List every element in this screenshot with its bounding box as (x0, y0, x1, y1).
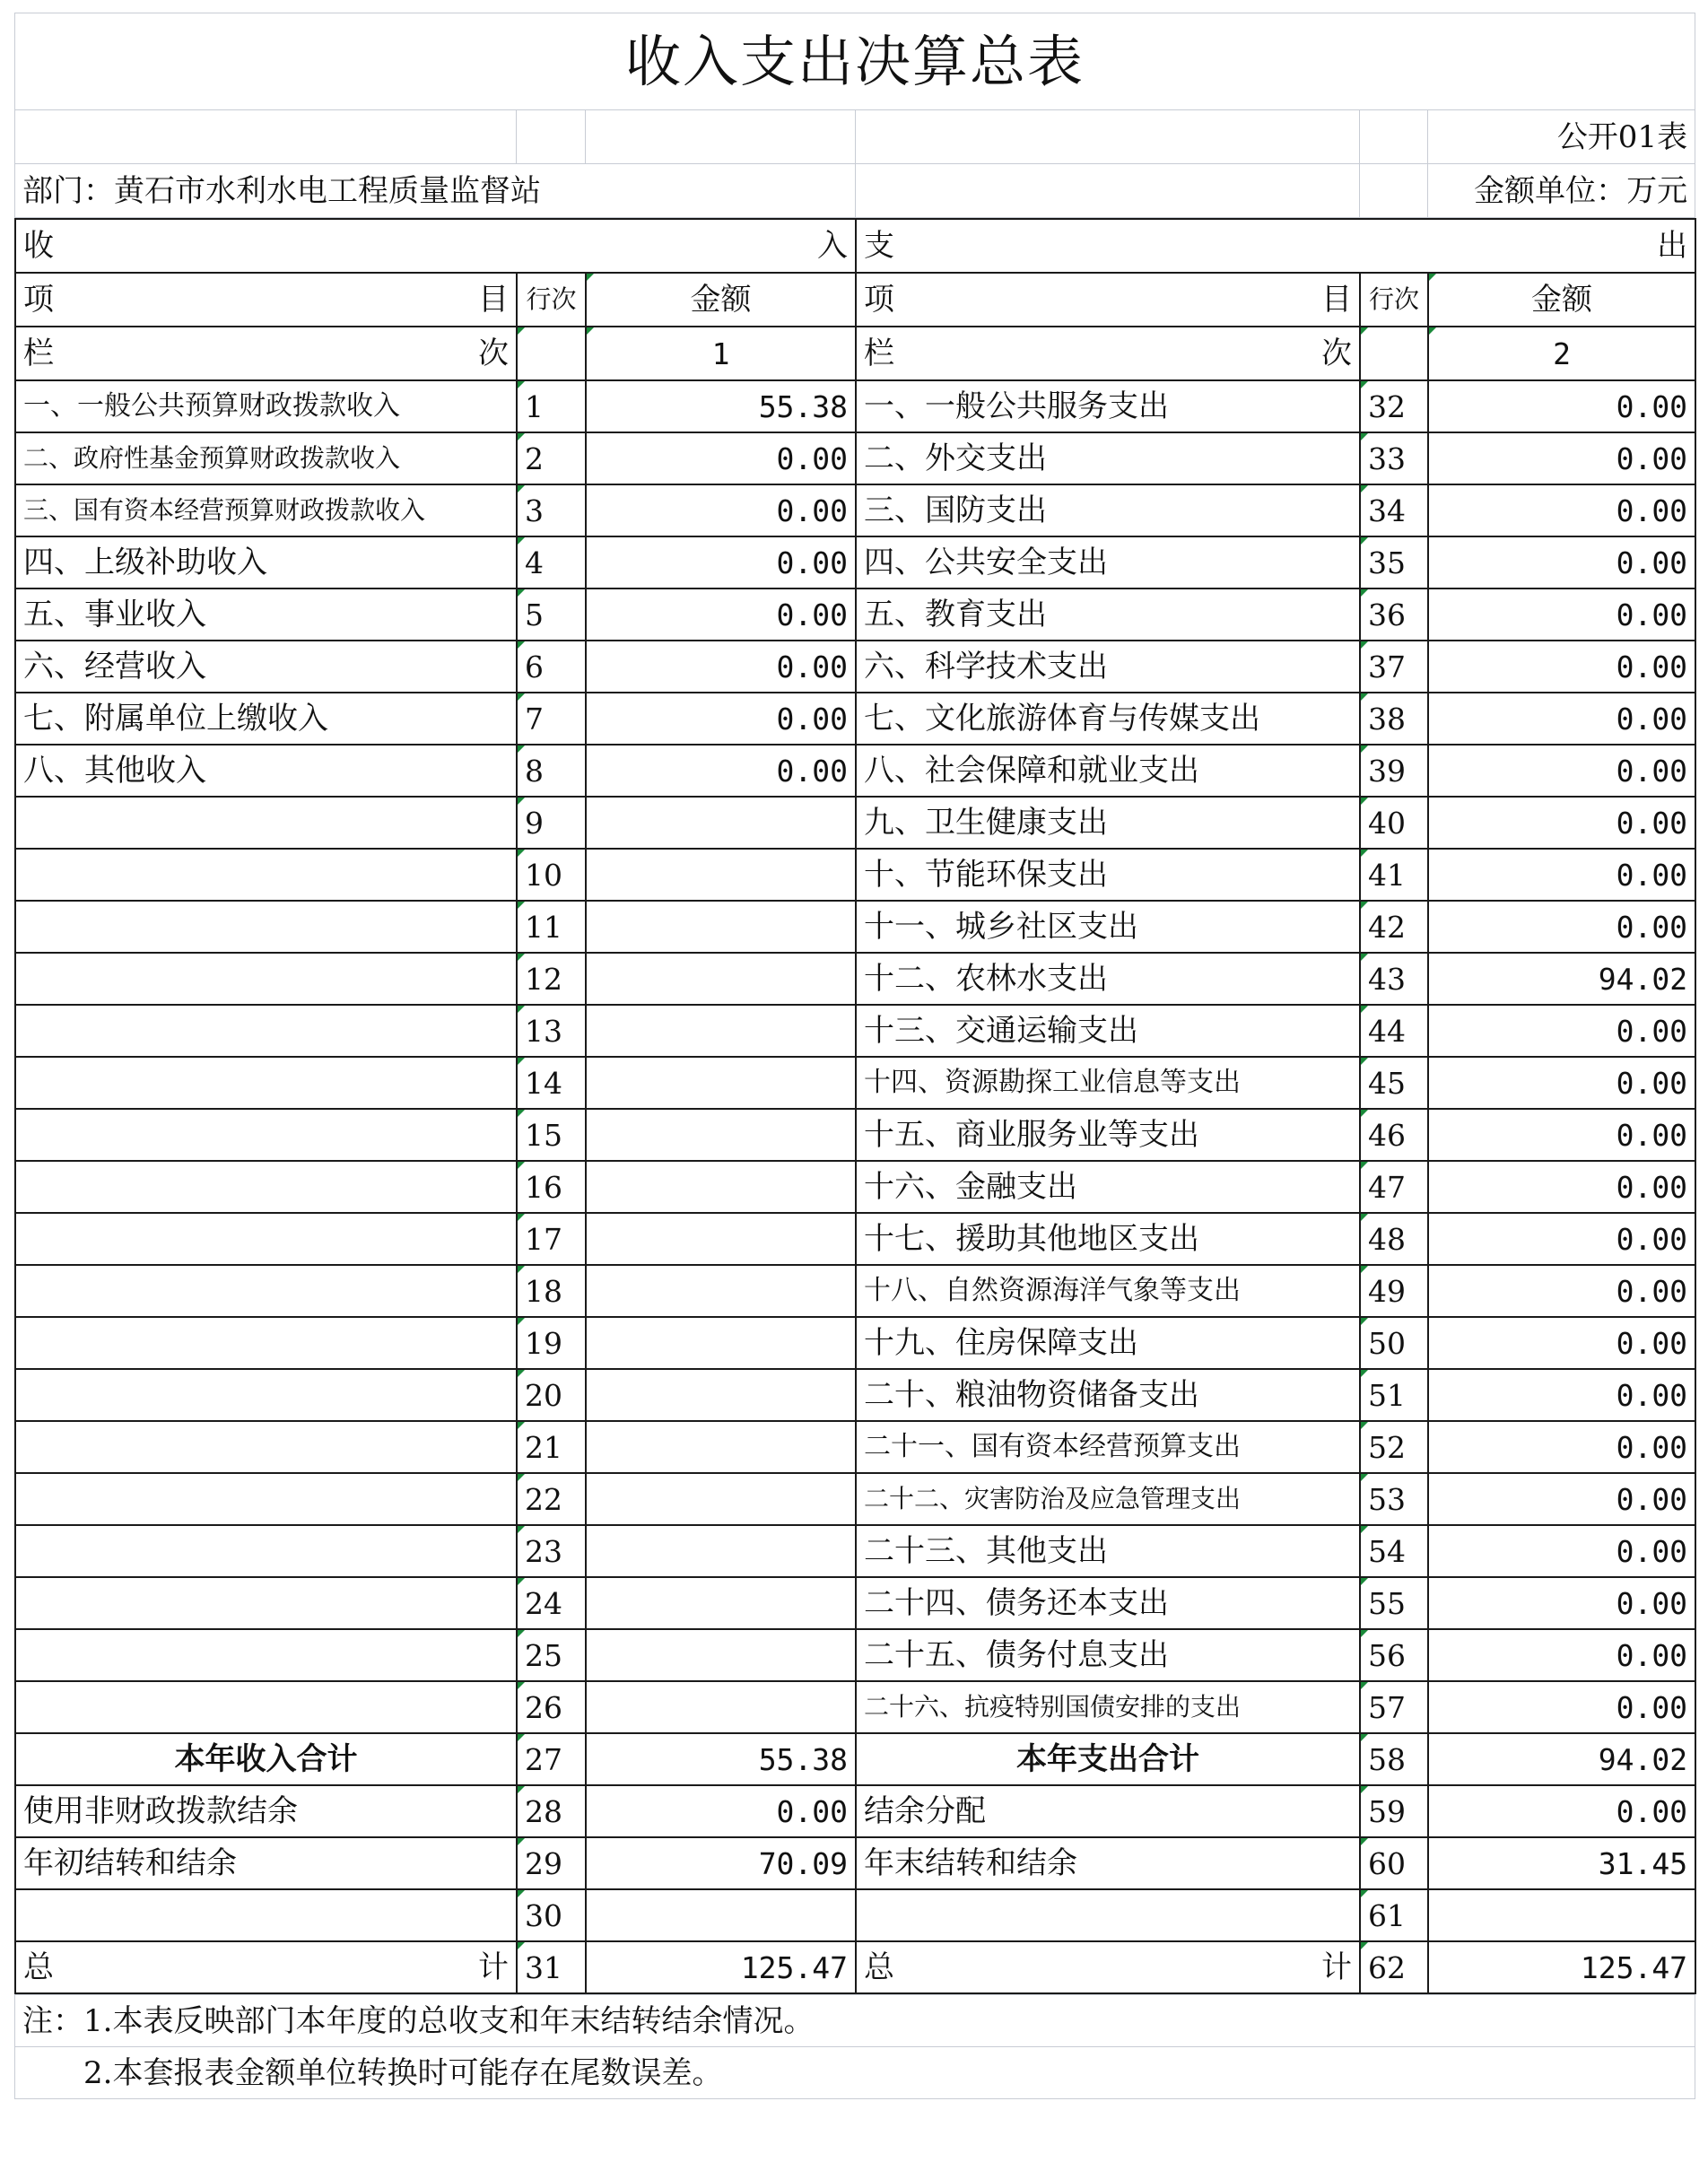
income-total-row-no: 31 (517, 1941, 586, 1993)
income-amount: 0.00 (586, 1785, 856, 1837)
income-item-label (15, 1265, 517, 1317)
expense-row-no: 42 (1360, 901, 1428, 953)
income-amount: 0.00 (586, 641, 856, 693)
expense-amount: 0.00 (1428, 589, 1695, 641)
expense-total-amount: 125.47 (1428, 1941, 1695, 1993)
report-sheet (14, 13, 1695, 2099)
expense-row-no: 34 (1360, 484, 1428, 536)
income-item-label (15, 1109, 517, 1161)
expense-item-label: 二十、粮油物资储备支出 (856, 1369, 1360, 1421)
expense-row-no: 52 (1360, 1421, 1428, 1473)
expense-row-no: 56 (1360, 1629, 1428, 1681)
expense-row-no: 32 (1360, 380, 1428, 432)
income-row-no: 10 (517, 849, 586, 901)
expense-item-label: 十一、城乡社区支出 (856, 901, 1360, 953)
expense-amount: 0.00 (1428, 1525, 1695, 1577)
income-amount (586, 1265, 856, 1317)
expense-row-no: 44 (1360, 1005, 1428, 1057)
table-row (15, 901, 1695, 953)
expense-row-no: 46 (1360, 1109, 1428, 1161)
income-row-no: 17 (517, 1213, 586, 1265)
expense-item-label: 十五、商业服务业等支出 (856, 1109, 1360, 1161)
table-row (15, 589, 1695, 641)
expense-row-no: 36 (1360, 589, 1428, 641)
income-amount (586, 1525, 856, 1577)
table-row (15, 693, 1695, 745)
income-item-label: 本年收入合计 (15, 1733, 517, 1785)
expense-amount: 94.02 (1428, 1733, 1695, 1785)
expense-row-no: 47 (1360, 1161, 1428, 1213)
income-amount (586, 1473, 856, 1525)
expense-row-no: 33 (1360, 432, 1428, 484)
table-row (15, 1265, 1695, 1317)
expense-item-label: 八、社会保障和就业支出 (856, 745, 1360, 797)
expense-row-no: 48 (1360, 1213, 1428, 1265)
expense-amount: 0.00 (1428, 1265, 1695, 1317)
income-row-no: 3 (517, 484, 586, 536)
expense-amount: 0.00 (1428, 901, 1695, 953)
table-row (15, 1785, 1695, 1837)
income-row-no: 24 (517, 1577, 586, 1629)
income-amount (586, 1889, 856, 1941)
expense-item-label: 二十二、灾害防治及应急管理支出 (856, 1473, 1360, 1525)
col-index-1: 1 (586, 327, 856, 380)
table-row (15, 432, 1695, 484)
income-row-no: 16 (517, 1161, 586, 1213)
table-row (15, 1473, 1695, 1525)
expense-item-label: 七、文化旅游体育与传媒支出 (856, 693, 1360, 745)
expense-amount: 0.00 (1428, 1213, 1695, 1265)
expense-row-no: 40 (1360, 797, 1428, 849)
income-item-label (15, 901, 517, 953)
income-row-no: 23 (517, 1525, 586, 1577)
department-label: 部门：黄石市水利水电工程质量监督站 (15, 164, 856, 218)
income-item-label (15, 1473, 517, 1525)
table-row (15, 380, 1695, 432)
income-item-label (15, 1889, 517, 1941)
expense-item-label: 二、外交支出 (856, 432, 1360, 484)
expense-row-no: 53 (1360, 1473, 1428, 1525)
notes-table (14, 1994, 1695, 2099)
income-row-no: 11 (517, 901, 586, 953)
table-row (15, 1681, 1695, 1733)
income-row-no: 14 (517, 1057, 586, 1109)
income-row-no: 13 (517, 1005, 586, 1057)
income-amount (586, 797, 856, 849)
expense-amount: 0.00 (1428, 1473, 1695, 1525)
expense-row-no: 43 (1360, 953, 1428, 1005)
income-item-label: 使用非财政拨款结余 (15, 1785, 517, 1837)
income-item-label (15, 1577, 517, 1629)
income-amount: 0.00 (586, 484, 856, 536)
income-section-header: 收 入 (15, 219, 856, 273)
expense-item-label: 十六、金融支出 (856, 1161, 1360, 1213)
expense-row-no: 37 (1360, 641, 1428, 693)
table-row (15, 1057, 1695, 1109)
report-title: 收入支出决算总表 (15, 13, 1695, 110)
income-row-no: 2 (517, 432, 586, 484)
table-row (15, 1577, 1695, 1629)
income-item-label (15, 1421, 517, 1473)
expense-row-no: 57 (1360, 1681, 1428, 1733)
expense-row-no: 39 (1360, 745, 1428, 797)
income-amount: 0.00 (586, 745, 856, 797)
expense-item-label: 十三、交通运输支出 (856, 1005, 1360, 1057)
income-item-label: 年初结转和结余 (15, 1837, 517, 1889)
item-header: 项 目 (15, 273, 517, 327)
expense-item-label: 结余分配 (856, 1785, 1360, 1837)
income-amount (586, 1057, 856, 1109)
expense-row-no: 45 (1360, 1057, 1428, 1109)
income-expense-table (14, 218, 1696, 1994)
expense-item-label: 十二、农林水支出 (856, 953, 1360, 1005)
header-row-columns (15, 273, 1695, 327)
expense-amount: 31.45 (1428, 1837, 1695, 1889)
income-row-no: 8 (517, 745, 586, 797)
expense-row-no: 60 (1360, 1837, 1428, 1889)
table-row (15, 536, 1695, 589)
expense-amount: 0.00 (1428, 1109, 1695, 1161)
income-row-no: 19 (517, 1317, 586, 1369)
expense-item-label: 十八、自然资源海洋气象等支出 (856, 1265, 1360, 1317)
income-item-label: 五、事业收入 (15, 589, 517, 641)
income-row-no: 22 (517, 1473, 586, 1525)
expense-amount: 0.00 (1428, 1057, 1695, 1109)
expense-total-row-no: 62 (1360, 1941, 1428, 1993)
income-item-label (15, 1161, 517, 1213)
income-item-label: 六、经营收入 (15, 641, 517, 693)
income-row-no: 4 (517, 536, 586, 589)
income-item-label: 四、上级补助收入 (15, 536, 517, 589)
income-item-label (15, 1005, 517, 1057)
expense-amount: 0.00 (1428, 1681, 1695, 1733)
table-row (15, 745, 1695, 797)
income-item-label (15, 797, 517, 849)
income-row-no: 29 (517, 1837, 586, 1889)
col-index-header: 栏 次 (856, 327, 1360, 380)
amount-header: 金额 (586, 273, 856, 327)
income-row-no: 12 (517, 953, 586, 1005)
expense-item-label: 一、一般公共服务支出 (856, 380, 1360, 432)
header-row-col-index (15, 327, 1695, 380)
expense-row-no: 49 (1360, 1265, 1428, 1317)
income-row-no: 25 (517, 1629, 586, 1681)
expense-amount: 0.00 (1428, 1369, 1695, 1421)
income-total-label: 总 计 (15, 1941, 517, 1993)
table-row (15, 1421, 1695, 1473)
expense-row-no: 38 (1360, 693, 1428, 745)
income-item-label (15, 1681, 517, 1733)
expense-row-no: 59 (1360, 1785, 1428, 1837)
expense-item-label: 本年支出合计 (856, 1733, 1360, 1785)
income-row-no: 30 (517, 1889, 586, 1941)
expense-amount: 0.00 (1428, 1317, 1695, 1369)
table-row (15, 1161, 1695, 1213)
expense-amount: 0.00 (1428, 1577, 1695, 1629)
table-row (15, 1525, 1695, 1577)
expense-amount: 0.00 (1428, 1005, 1695, 1057)
income-item-label: 二、政府性基金预算财政拨款收入 (15, 432, 517, 484)
report-header (14, 13, 1695, 218)
table-row (15, 1005, 1695, 1057)
income-row-no: 28 (517, 1785, 586, 1837)
income-item-label (15, 1213, 517, 1265)
income-item-label (15, 1525, 517, 1577)
income-row-no: 6 (517, 641, 586, 693)
expense-item-label: 五、教育支出 (856, 589, 1360, 641)
expense-amount: 0.00 (1428, 1785, 1695, 1837)
expense-amount (1428, 1889, 1695, 1941)
table-row (15, 1109, 1695, 1161)
expense-amount: 94.02 (1428, 953, 1695, 1005)
income-row-no: 15 (517, 1109, 586, 1161)
table-row (15, 1837, 1695, 1889)
table-row (15, 953, 1695, 1005)
expense-item-label: 二十三、其他支出 (856, 1525, 1360, 1577)
expense-item-label: 十九、住房保障支出 (856, 1317, 1360, 1369)
amount-header: 金额 (1428, 273, 1695, 327)
income-row-no: 27 (517, 1733, 586, 1785)
expense-section-header: 支 出 (856, 219, 1695, 273)
table-row (15, 849, 1695, 901)
income-amount: 0.00 (586, 589, 856, 641)
income-amount (586, 1629, 856, 1681)
expense-amount: 0.00 (1428, 1421, 1695, 1473)
income-item-label (15, 1317, 517, 1369)
expense-item-label: 十、节能环保支出 (856, 849, 1360, 901)
table-row (15, 1889, 1695, 1941)
expense-row-no: 58 (1360, 1733, 1428, 1785)
income-amount (586, 1681, 856, 1733)
income-amount: 0.00 (586, 693, 856, 745)
income-row-no: 7 (517, 693, 586, 745)
expense-row-no: 51 (1360, 1369, 1428, 1421)
income-row-no: 21 (517, 1421, 586, 1473)
total-row (15, 1941, 1695, 1993)
income-amount: 0.00 (586, 432, 856, 484)
expense-amount: 0.00 (1428, 745, 1695, 797)
table-code: 公开01表 (1428, 110, 1695, 164)
income-item-label (15, 1057, 517, 1109)
income-amount (586, 1213, 856, 1265)
table-row (15, 1733, 1695, 1785)
income-amount: 55.38 (586, 1733, 856, 1785)
expense-amount: 0.00 (1428, 797, 1695, 849)
expense-total-label: 总 计 (856, 1941, 1360, 1993)
expense-row-no: 41 (1360, 849, 1428, 901)
table-row (15, 1213, 1695, 1265)
expense-item-label: 二十六、抗疫特别国债安排的支出 (856, 1681, 1360, 1733)
table-row (15, 484, 1695, 536)
income-item-label (15, 953, 517, 1005)
unit-label: 金额单位：万元 (1428, 164, 1695, 218)
expense-amount: 0.00 (1428, 484, 1695, 536)
col-index-header: 栏 次 (15, 327, 517, 380)
expense-item-label: 四、公共安全支出 (856, 536, 1360, 589)
income-item-label (15, 1369, 517, 1421)
income-amount (586, 1317, 856, 1369)
income-item-label (15, 849, 517, 901)
expense-row-no: 61 (1360, 1889, 1428, 1941)
income-row-no: 9 (517, 797, 586, 849)
income-row-no: 26 (517, 1681, 586, 1733)
col-index-2: 2 (1428, 327, 1695, 380)
table-row (15, 641, 1695, 693)
income-total-amount: 125.47 (586, 1941, 856, 1993)
income-item-label (15, 1629, 517, 1681)
expense-row-no: 55 (1360, 1577, 1428, 1629)
table-row (15, 1629, 1695, 1681)
table-row (15, 797, 1695, 849)
income-amount (586, 849, 856, 901)
expense-item-label: 六、科学技术支出 (856, 641, 1360, 693)
income-row-no: 20 (517, 1369, 586, 1421)
expense-item-label: 十四、资源勘探工业信息等支出 (856, 1057, 1360, 1109)
income-row-no: 5 (517, 589, 586, 641)
item-header: 项 目 (856, 273, 1360, 327)
expense-item-label (856, 1889, 1360, 1941)
income-amount: 70.09 (586, 1837, 856, 1889)
expense-row-no: 54 (1360, 1525, 1428, 1577)
income-amount (586, 901, 856, 953)
table-row (15, 1317, 1695, 1369)
expense-amount: 0.00 (1428, 432, 1695, 484)
header-row-section (15, 219, 1695, 273)
income-amount: 55.38 (586, 380, 856, 432)
income-row-no: 1 (517, 380, 586, 432)
expense-item-label: 二十四、债务还本支出 (856, 1577, 1360, 1629)
table-row (15, 1369, 1695, 1421)
expense-amount: 0.00 (1428, 1161, 1695, 1213)
row-no-header: 行次 (1360, 273, 1428, 327)
expense-item-label: 三、国防支出 (856, 484, 1360, 536)
expense-row-no: 35 (1360, 536, 1428, 589)
income-item-label: 八、其他收入 (15, 745, 517, 797)
expense-item-label: 二十五、债务付息支出 (856, 1629, 1360, 1681)
income-amount (586, 1005, 856, 1057)
income-item-label: 三、国有资本经营预算财政拨款收入 (15, 484, 517, 536)
income-amount (586, 1161, 856, 1213)
note-1: 注：1.本表反映部门本年度的总收支和年末结转结余情况。 (15, 1995, 1695, 2047)
expense-item-label: 年末结转和结余 (856, 1837, 1360, 1889)
note-2: 2.本套报表金额单位转换时可能存在尾数误差。 (15, 2047, 1695, 2099)
income-amount (586, 1369, 856, 1421)
expense-item-label: 十七、援助其他地区支出 (856, 1213, 1360, 1265)
income-item-label: 七、附属单位上缴收入 (15, 693, 517, 745)
expense-amount: 0.00 (1428, 380, 1695, 432)
expense-amount: 0.00 (1428, 536, 1695, 589)
income-amount (586, 1577, 856, 1629)
income-amount: 0.00 (586, 536, 856, 589)
row-no-header: 行次 (517, 273, 586, 327)
income-item-label: 一、一般公共预算财政拨款收入 (15, 380, 517, 432)
income-amount (586, 953, 856, 1005)
income-amount (586, 1421, 856, 1473)
income-row-no: 18 (517, 1265, 586, 1317)
expense-amount: 0.00 (1428, 693, 1695, 745)
expense-item-label: 九、卫生健康支出 (856, 797, 1360, 849)
expense-amount: 0.00 (1428, 641, 1695, 693)
expense-item-label: 二十一、国有资本经营预算支出 (856, 1421, 1360, 1473)
expense-amount: 0.00 (1428, 1629, 1695, 1681)
expense-row-no: 50 (1360, 1317, 1428, 1369)
expense-amount: 0.00 (1428, 849, 1695, 901)
income-amount (586, 1109, 856, 1161)
